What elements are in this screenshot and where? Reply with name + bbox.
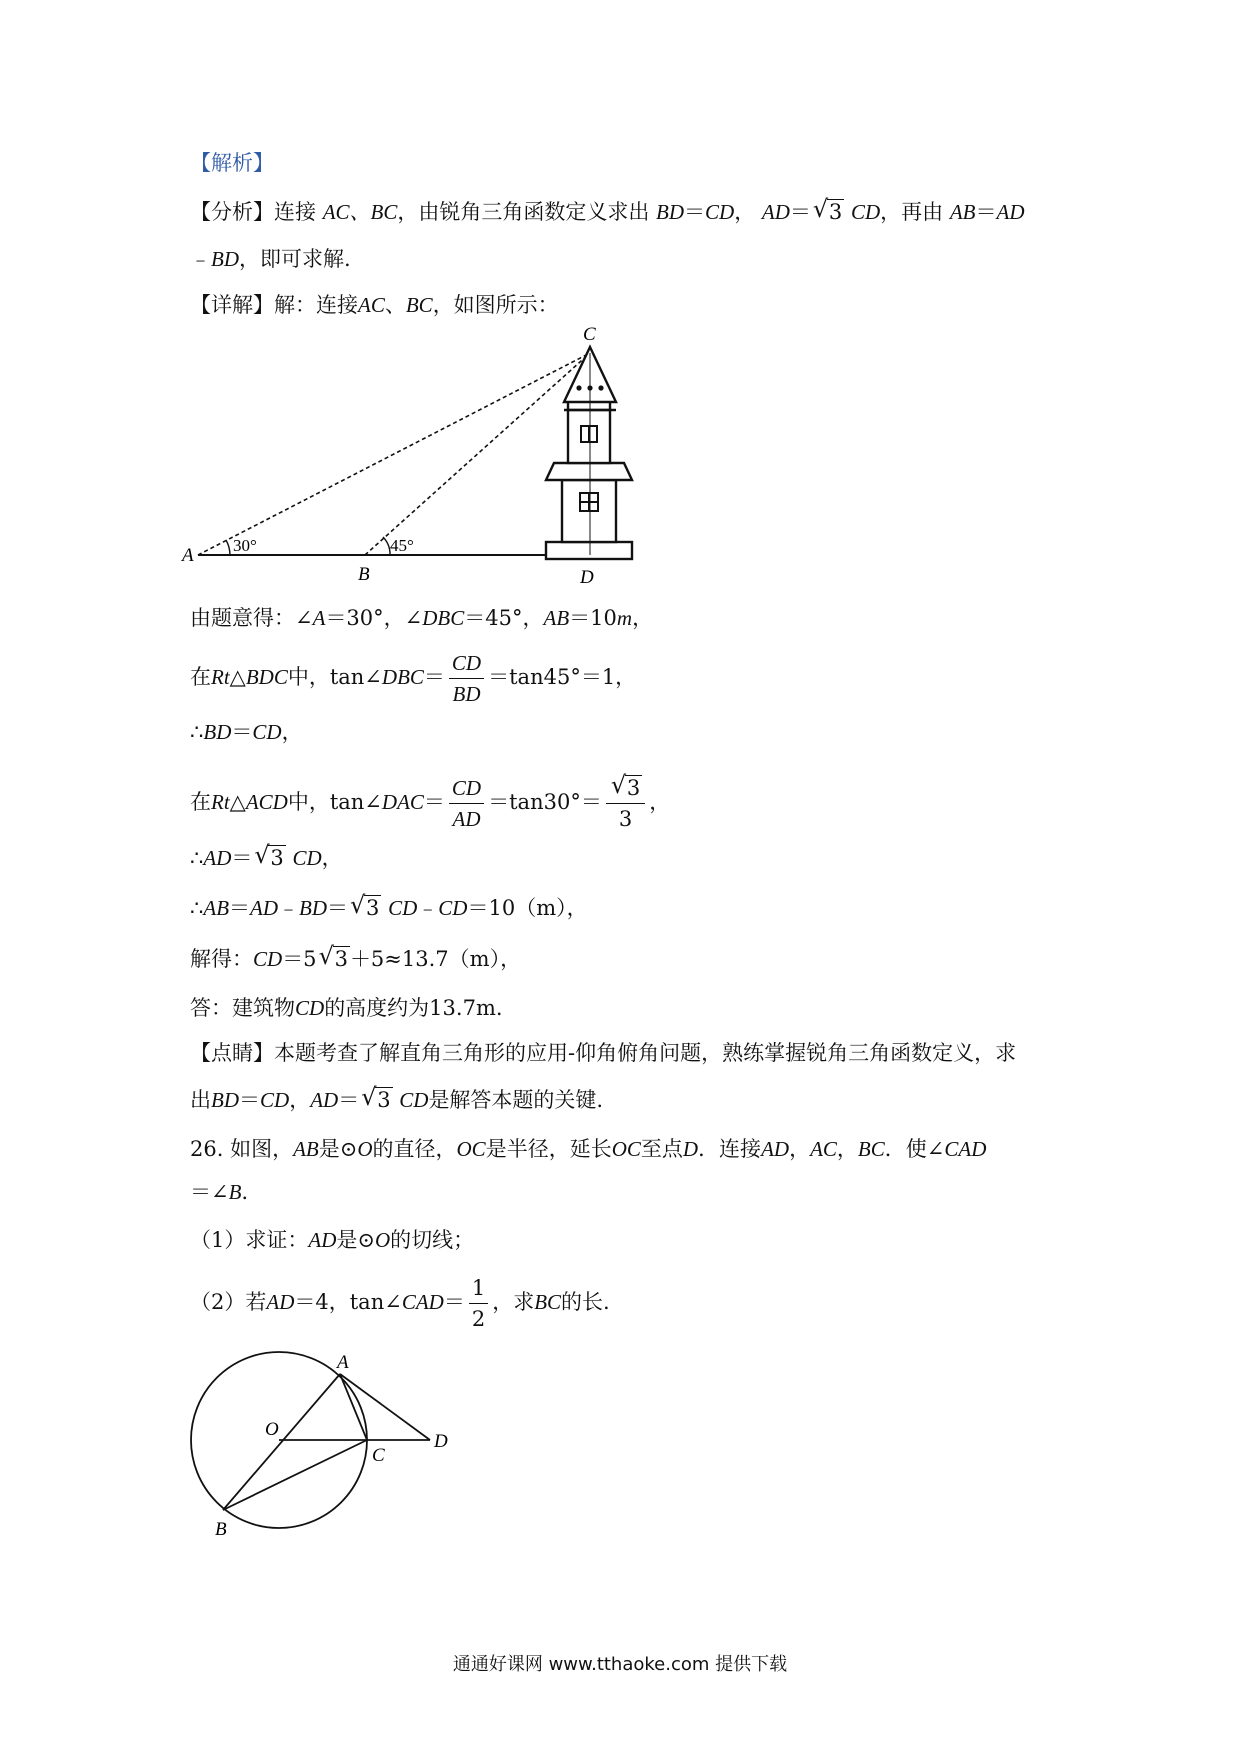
radicand: 3	[377, 1088, 391, 1112]
math: CD	[260, 1088, 290, 1112]
denominator: BD	[452, 682, 481, 706]
denominator: AD	[452, 807, 481, 831]
problem-26-line-2	[190, 1177, 262, 1207]
text: ＝∠	[190, 1180, 229, 1204]
fraction	[606, 773, 645, 834]
math: CD	[253, 947, 283, 971]
text: ＝	[975, 200, 997, 224]
comment-tag: 【点睛】	[190, 1041, 274, 1065]
math: AB	[203, 896, 230, 920]
math: DBC	[381, 665, 424, 689]
text: ．使∠	[884, 1137, 945, 1161]
text: ＝	[423, 790, 445, 814]
math: BD	[299, 896, 328, 920]
math: O	[374, 1228, 391, 1252]
text: 是半径，延长	[485, 1137, 612, 1161]
label-a: A	[337, 1352, 349, 1373]
math: OC	[611, 1137, 641, 1161]
label-d: D	[434, 1431, 448, 1452]
text: ＝30°，∠	[325, 606, 423, 630]
math: B	[228, 1180, 242, 1204]
text: ＝45°，	[464, 606, 544, 630]
text: ＝	[684, 200, 706, 224]
text: ，	[321, 846, 343, 870]
text: ∴	[190, 896, 204, 920]
sight-line-ac	[198, 353, 590, 555]
radicand: 3	[828, 200, 843, 224]
answer-line	[190, 993, 503, 1023]
math: O	[357, 1137, 373, 1161]
text: ＋5≈13.7（m），	[349, 947, 522, 971]
text: ，由锐角三角函数定义求出	[397, 200, 650, 224]
text: 的高度约为13.7m.	[324, 996, 503, 1020]
text: ＝	[338, 1088, 360, 1112]
text: 是⊙	[336, 1228, 375, 1252]
rt-bdc-line	[190, 648, 636, 709]
text: ＝	[229, 896, 251, 920]
text: 中，tan∠	[287, 790, 382, 814]
spire-dot	[576, 385, 581, 390]
text: ﹣	[278, 896, 300, 920]
math: CD	[252, 720, 282, 744]
math: CD	[705, 200, 735, 224]
math: Rt	[211, 665, 230, 689]
problem-26-line-1	[190, 1134, 986, 1164]
math: AB	[543, 606, 570, 630]
math: AD	[761, 1137, 790, 1161]
text: ＝4，tan∠	[294, 1290, 402, 1314]
solve-line	[190, 944, 521, 974]
text: ，	[836, 1137, 858, 1161]
math: AB	[949, 200, 976, 224]
text: 出	[190, 1088, 211, 1112]
text: 是解答本题的关键.	[428, 1088, 604, 1112]
radicand: 3	[626, 776, 641, 800]
text: ，	[289, 1088, 311, 1112]
text: ．连接	[698, 1137, 762, 1161]
text: ＝10（m），	[467, 896, 588, 920]
math: AC	[358, 293, 385, 317]
math: AD	[996, 200, 1025, 224]
numerator: CD	[449, 773, 484, 804]
text: ＝	[443, 1290, 465, 1314]
text: ，求	[492, 1290, 535, 1314]
math: AD	[308, 1228, 337, 1252]
label-b: B	[215, 1519, 227, 1540]
text: 、	[384, 293, 406, 317]
radicand: 3	[270, 846, 284, 870]
segment-ab	[223, 1374, 340, 1510]
text: ＝tan45°＝1，	[488, 665, 637, 689]
comment-line-1	[190, 1038, 1016, 1068]
tower-lower-roof	[546, 463, 632, 480]
math: AD	[310, 1088, 339, 1112]
text: ，	[734, 200, 756, 224]
text: 在	[190, 790, 211, 814]
sqrt-symbol: √ 3	[254, 841, 284, 870]
text: ＝	[423, 665, 445, 689]
text: ＝	[239, 1088, 260, 1112]
text: 的长.	[561, 1290, 610, 1314]
text: △	[229, 790, 246, 814]
sqrt-symbol: √ 3	[361, 1083, 391, 1112]
text: ，即可求解.	[239, 247, 351, 271]
math: AD	[203, 846, 232, 870]
angle-arc-b	[383, 537, 390, 555]
denominator: 2	[471, 1307, 486, 1331]
math: AC	[810, 1137, 837, 1161]
math: AD	[761, 200, 790, 224]
math: BC	[405, 293, 433, 317]
text: 的切线；	[390, 1228, 475, 1252]
tower-base	[546, 542, 632, 559]
sqrt-symbol: √ 3	[318, 942, 348, 971]
radicand: 3	[334, 947, 348, 971]
therefore-ab	[190, 893, 588, 923]
text: ，如图所示：	[432, 293, 559, 317]
math: CD	[295, 996, 325, 1020]
math: A	[312, 606, 326, 630]
problem-26-question-2	[190, 1273, 610, 1334]
angle-arc-a	[226, 540, 230, 555]
angle-label-45: 45°	[390, 536, 414, 555]
text: ＝	[231, 846, 253, 870]
label-d: D	[580, 567, 594, 588]
text: ＝5	[282, 947, 317, 971]
solution-header: 【解析】	[190, 151, 274, 175]
math: OC	[456, 1137, 486, 1161]
math: Rt	[211, 790, 230, 814]
text: ∴	[190, 846, 204, 870]
fraction	[449, 648, 484, 709]
text: ∴	[190, 720, 204, 744]
math: BD	[211, 247, 239, 271]
circle-figure	[185, 1340, 475, 1550]
therefore-bd-cd	[190, 717, 303, 747]
math: BD	[203, 720, 232, 744]
math: BD	[656, 200, 685, 224]
math: AC、BC	[322, 200, 398, 224]
text: 在	[190, 665, 211, 689]
text: ，	[649, 790, 671, 814]
text: ＝	[231, 720, 253, 744]
math: m	[616, 606, 633, 630]
text: 答：建筑物	[190, 996, 295, 1020]
angle-label-30: 30°	[233, 536, 257, 555]
text: ＝	[327, 896, 349, 920]
text: ＝tan30°＝	[488, 790, 602, 814]
sqrt-symbol: √ 3	[350, 891, 380, 920]
analysis-line-1	[190, 197, 1025, 227]
text: 解：连接	[274, 293, 358, 317]
math: CD	[292, 846, 322, 870]
math: CAD	[944, 1137, 987, 1161]
math: DBC	[422, 606, 465, 630]
text: ，	[789, 1137, 811, 1161]
denominator: 3	[618, 807, 633, 831]
detail-intro	[190, 290, 559, 320]
analysis-tag: 【分析】	[190, 200, 274, 224]
math: AD	[250, 896, 279, 920]
text: ，	[281, 720, 303, 744]
text: 中，tan∠	[287, 665, 382, 689]
text: 至点	[640, 1137, 683, 1161]
math: ACD	[245, 790, 288, 814]
math: CAD	[401, 1290, 444, 1314]
rt-acd-line	[190, 773, 670, 834]
segment-bc	[223, 1440, 367, 1510]
math: D	[682, 1137, 699, 1161]
label-o: O	[265, 1419, 279, 1440]
math: CD	[850, 200, 881, 224]
radicand: 3	[366, 896, 380, 920]
math: CD	[399, 1088, 429, 1112]
text: 由题意得：∠	[190, 606, 313, 630]
given-line	[190, 603, 653, 633]
numerator	[606, 773, 645, 804]
text: ﹣	[190, 247, 211, 271]
analysis-line-2	[190, 244, 351, 274]
numerator: 1	[469, 1273, 488, 1304]
text: ＝	[789, 200, 811, 224]
sight-line-bc	[365, 353, 590, 555]
math: AB	[293, 1137, 319, 1161]
math: BDC	[245, 665, 288, 689]
therefore-ad	[190, 843, 343, 873]
fraction	[449, 773, 484, 834]
text: 本题考查了解直角三角形的应用-仰角俯角问题，熟练掌握锐角三角函数定义，求	[274, 1041, 1017, 1065]
page-footer: 通通好课网 www.tthaoke.com 提供下载	[452, 1654, 788, 1675]
text: ．	[241, 1180, 263, 1204]
problem-26-question-1	[190, 1225, 474, 1255]
text: （1）求证：	[190, 1228, 309, 1252]
sqrt-symbol: √ 3	[610, 771, 641, 800]
text: 26. 如图，	[190, 1137, 294, 1161]
comment-line-2	[190, 1085, 603, 1115]
text: （2）若	[190, 1290, 267, 1314]
numerator: CD	[449, 648, 484, 679]
math: BC	[534, 1290, 562, 1314]
label-c: C	[372, 1445, 385, 1466]
detail-tag: 【详解】	[190, 293, 274, 317]
math: AD	[266, 1290, 295, 1314]
spire-dot	[598, 385, 603, 390]
text: 解得：	[190, 947, 253, 971]
math: BC	[857, 1137, 885, 1161]
label-a: A	[182, 545, 194, 566]
math: CD	[438, 896, 468, 920]
text: 是⊙	[318, 1137, 358, 1161]
label-c: C	[583, 325, 596, 345]
math: CD	[388, 896, 418, 920]
fraction	[469, 1273, 488, 1334]
text: ，	[632, 606, 654, 630]
text: ﹣	[417, 896, 439, 920]
label-b: B	[358, 564, 370, 585]
text: 连接	[274, 200, 316, 224]
text: 的直径，	[372, 1137, 457, 1161]
math: DAC	[381, 790, 424, 814]
sqrt-symbol: √ 3	[812, 195, 843, 224]
text: ，再由	[880, 200, 944, 224]
math: BD	[211, 1088, 239, 1112]
text: ＝10	[569, 606, 617, 630]
tower-figure	[180, 325, 650, 595]
text: △	[229, 665, 246, 689]
